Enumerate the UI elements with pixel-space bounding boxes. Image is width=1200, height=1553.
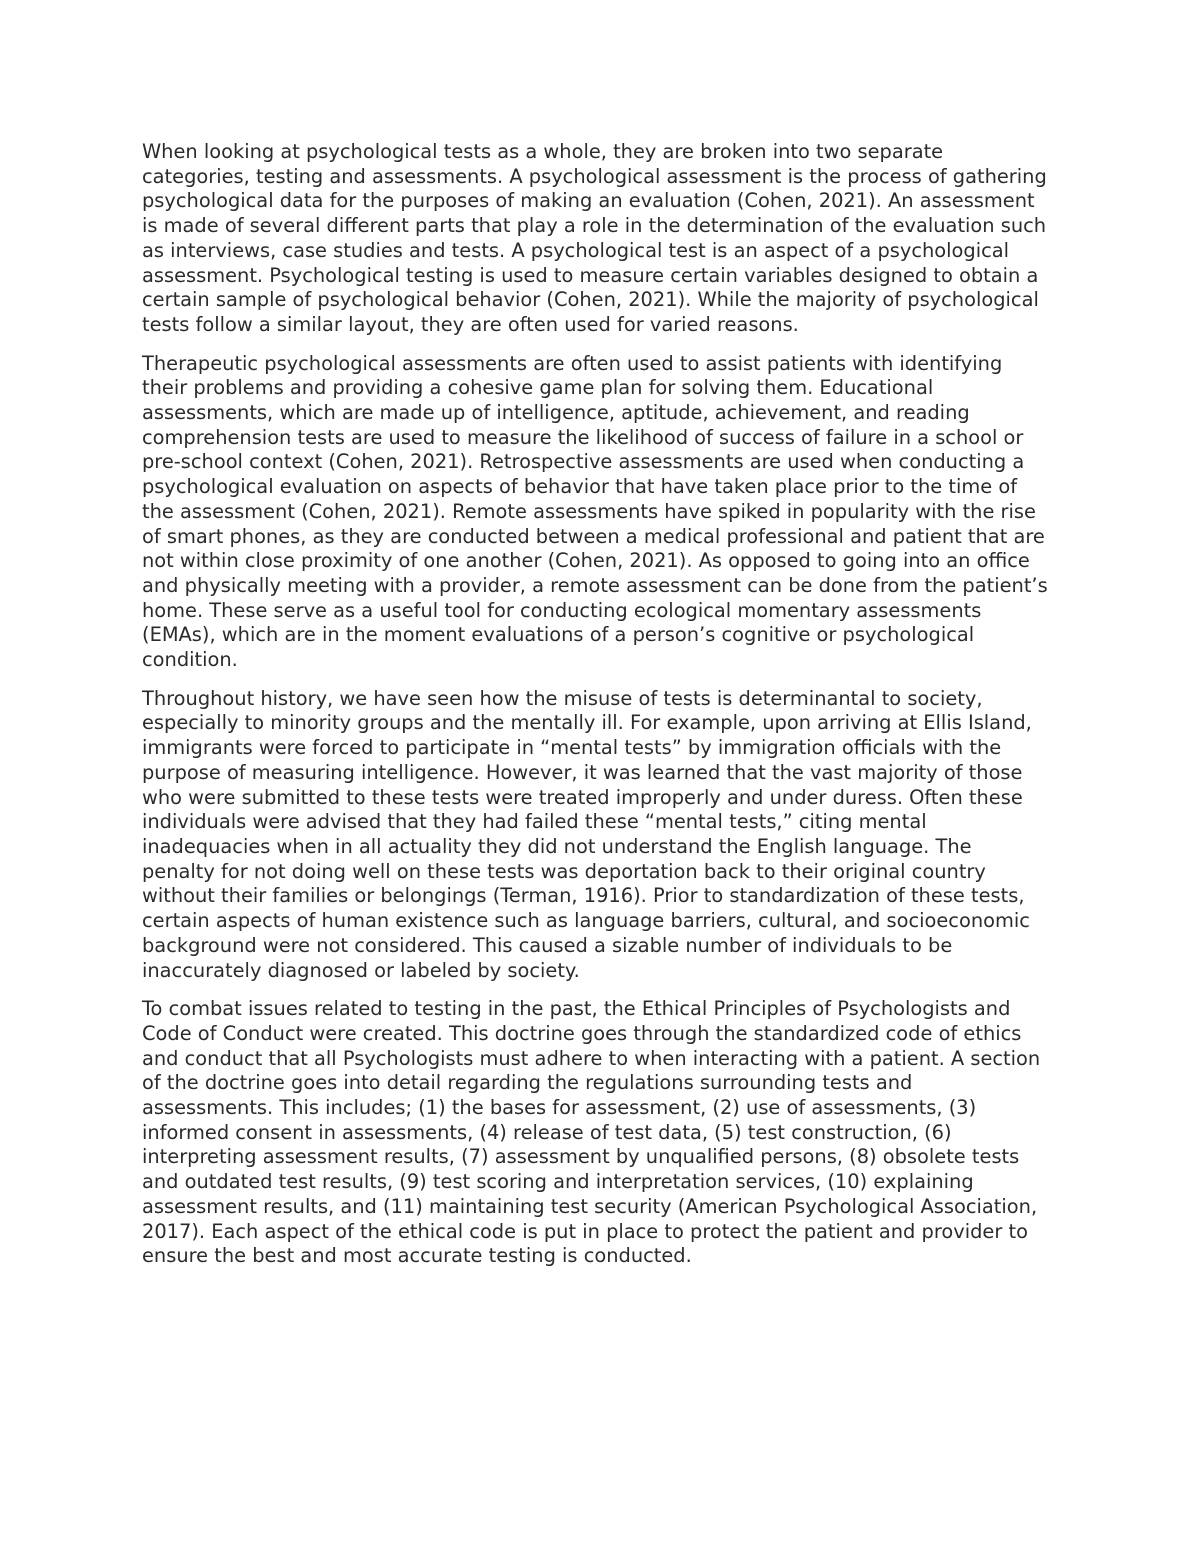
text-line: without their families or belongings (Terman, 1916). Prior to standardization of these tests, [142, 884, 1025, 908]
text-line: pre-school context (Cohen, 2021). Retrospective assessments are used when conducting a [142, 450, 1025, 474]
text-line: their problems and providing a cohesive game plan for solving them. Educational [142, 376, 934, 400]
text-line: of the doctrine goes into detail regarding the regulations surrounding tests and [142, 1071, 913, 1095]
text-line: individuals were advised that they had failed these “mental tests,” citing mental [142, 810, 927, 834]
text-line: categories, testing and assessments. A psychological assessment is the process of gathering [142, 164, 1047, 188]
text-line: certain aspects of human existence such as language barriers, cultural, and socioeconomic [142, 909, 1030, 933]
text-line: informed consent in assessments, (4) release of test data, (5) test construction, (6) [142, 1120, 952, 1144]
text-line: assessments, which are made up of intelligence, aptitude, achievement, and reading [142, 401, 970, 425]
text-line: penalty for not doing well on these tests was deportation back to their original country [142, 859, 986, 883]
text-line: inadequacies when in all actuality they did not understand the English language. The [142, 834, 972, 858]
paragraph-ethics [142, 997, 1062, 1269]
text-line: ensure the best and most accurate testing is conducted. [142, 1244, 692, 1268]
text-line: assessment. Psychological testing is used to measure certain variables designed to obtain a [142, 263, 1039, 287]
text-line: immigrants were forced to participate in “mental tests” by immigration officials with the [142, 736, 1002, 760]
text-line: certain sample of psychological behavior (Cohen, 2021). While the majority of psychological [142, 288, 1039, 312]
text-line: especially to minority groups and the mentally ill. For example, upon arriving at Ellis Island, [142, 711, 1032, 735]
text-line: the assessment (Cohen, 2021). Remote assessments have spiked in popularity with the rise [142, 499, 1036, 523]
text-line: Code of Conduct were created. This doctrine goes through the standardized code of ethics [142, 1021, 1022, 1045]
document-body [142, 140, 1062, 1283]
text-line: interpreting assessment results, (7) assessment by unqualified persons, (8) obsolete tests [142, 1145, 1020, 1169]
text-line: who were submitted to these tests were treated improperly and under duress. Often these [142, 785, 1023, 809]
text-line: and outdated test results, (9) test scoring and interpretation services, (10) explaining [142, 1170, 974, 1194]
text-line: and physically meeting with a provider, a remote assessment can be done from the patient’s [142, 573, 1048, 597]
text-line: When looking at psychological tests as a whole, they are broken into two separate [142, 140, 944, 163]
text-line: and conduct that all Psychologists must adhere to when interacting with a patient. A section [142, 1046, 1041, 1070]
text-line: is made of several different parts that play a role in the determination of the evaluation such [142, 214, 1047, 238]
text-line: purpose of measuring intelligence. However, it was learned that the vast majority of those [142, 760, 1023, 784]
text-line: background were not considered. This caused a sizable number of individuals to be [142, 933, 953, 957]
text-line: condition. [142, 648, 238, 672]
paragraph-assessment-types [142, 352, 1062, 673]
text-line: (EMAs), which are in the moment evaluations of a person’s cognitive or psychological [142, 623, 975, 647]
text-line: inaccurately diagnosed or labeled by society. [142, 958, 580, 982]
paragraph-history [142, 687, 1062, 983]
text-line: home. These serve as a useful tool for conducting ecological momentary assessments [142, 598, 982, 622]
text-line: as interviews, case studies and tests. A psychological test is an aspect of a psychological [142, 238, 1010, 262]
text-line: tests follow a similar layout, they are often used for varied reasons. [142, 312, 799, 336]
text-line: 2017). Each aspect of the ethical code is put in place to protect the patient and provider to [142, 1219, 1028, 1243]
text-line: Throughout history, we have seen how the misuse of tests is determinantal to society, [142, 686, 983, 710]
text-line: comprehension tests are used to measure the likelihood of success of failure in a school or [142, 425, 1024, 449]
text-line: assessments. This includes; (1) the bases for assessment, (2) use of assessments, (3) [142, 1096, 977, 1120]
text-line: Therapeutic psychological assessments are often used to assist patients with identifying [142, 351, 1003, 375]
text-line: assessment results, and (11) maintaining test security (American Psychological Association, [142, 1194, 1038, 1218]
text-line: psychological evaluation on aspects of behavior that have taken place prior to the time of [142, 475, 1018, 499]
text-line: psychological data for the purposes of making an evaluation (Cohen, 2021). An assessment [142, 189, 1035, 213]
text-line: not within close proximity of one another (Cohen, 2021). As opposed to going into an office [142, 549, 1030, 573]
text-line: of smart phones, as they are conducted between a medical professional and patient that are [142, 524, 1045, 548]
paragraph-intro [142, 140, 1062, 338]
text-line: To combat issues related to testing in the past, the Ethical Principles of Psychologists and [142, 997, 1011, 1021]
